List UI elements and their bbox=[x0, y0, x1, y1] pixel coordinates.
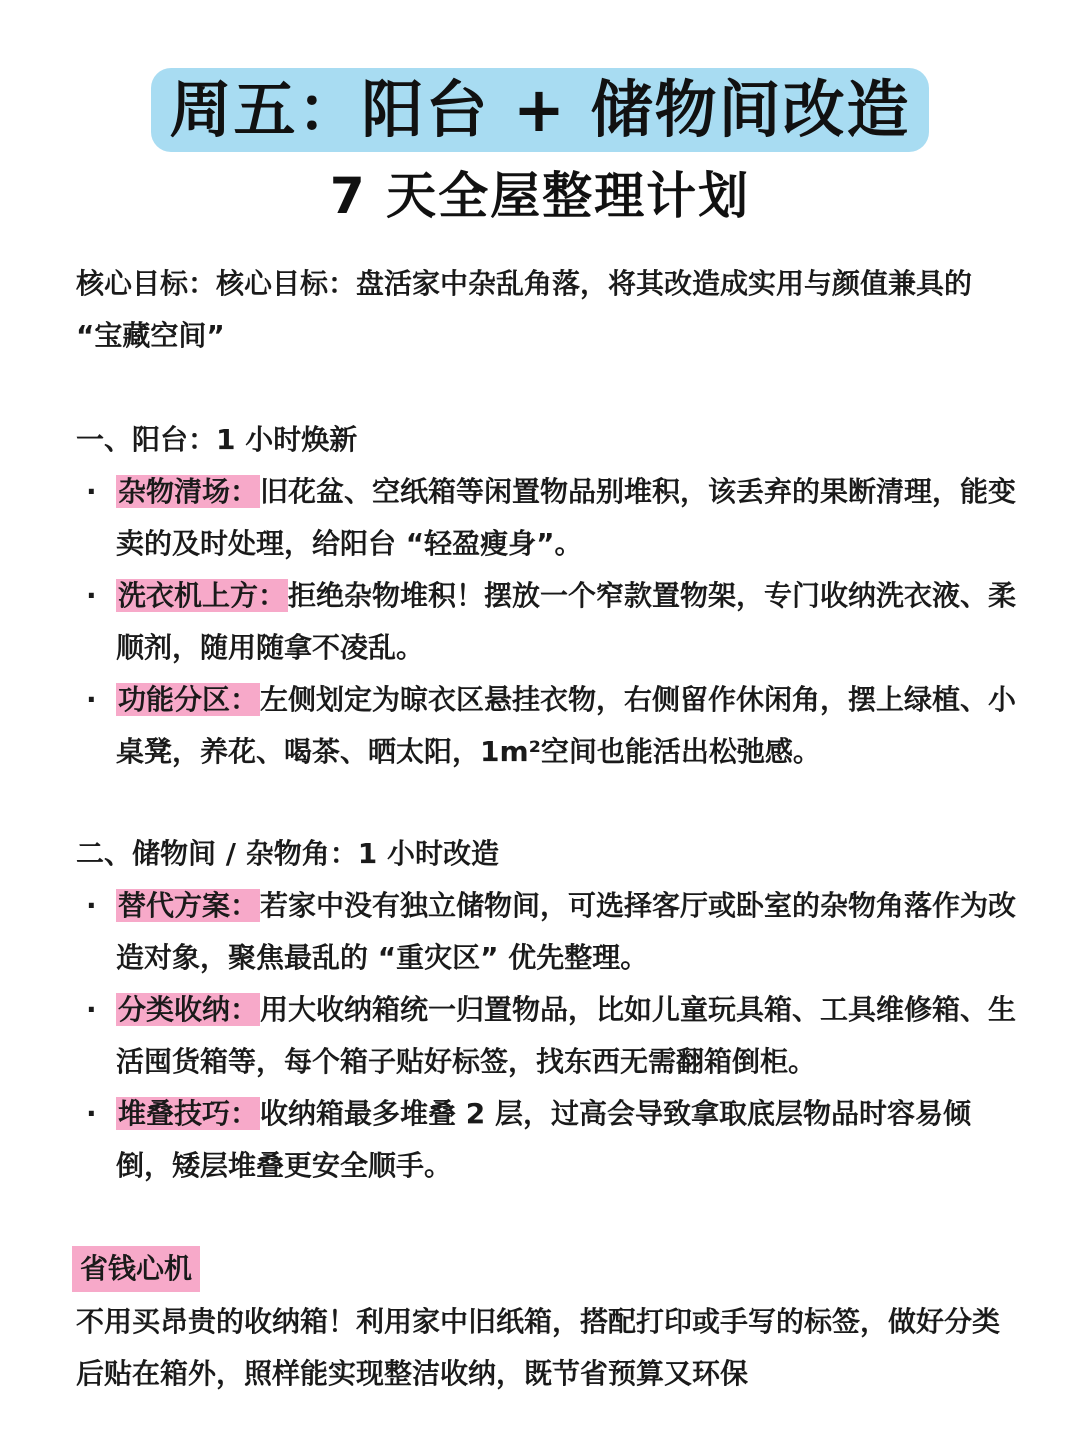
bullet-icon: · bbox=[86, 993, 97, 1026]
tip-text: 不用买昂贵的收纳箱！利用家中旧纸箱，搭配打印或手写的标签，做好分类后贴在箱外，照样能实现整洁收纳，既节省预算又环保 bbox=[76, 1305, 1001, 1390]
item-text: 旧花盆、空纸箱等闲置物品别堆积，该丢弃的果断清理，能变卖的及时处理，给阳台 “轻盈瘦身”。 bbox=[116, 475, 1017, 560]
bullet-icon: · bbox=[86, 889, 97, 922]
bullet-icon: · bbox=[86, 683, 97, 716]
title-container bbox=[0, 68, 1080, 152]
item-label: 洗衣机上方： bbox=[118, 579, 287, 612]
list-item bbox=[76, 880, 1026, 984]
item-text: 用大收纳箱统一归置物品，比如儿童玩具箱、工具维修箱、生活囤货箱等，每个箱子贴好标签，找东西无需翻箱倒柜。 bbox=[116, 993, 1017, 1078]
section-title: 一、阳台：1 小时焕新 bbox=[76, 423, 358, 456]
item-text: 若家中没有独立储物间，可选择客厅或卧室的杂物角落作为改造对象，聚焦最乱的 “重灾区” 优先整理。 bbox=[116, 889, 1017, 974]
bullet-icon: · bbox=[86, 475, 97, 508]
item-label: 功能分区： bbox=[118, 683, 259, 716]
list-item bbox=[76, 984, 1026, 1088]
section-balcony bbox=[76, 414, 1026, 778]
list-item bbox=[76, 570, 1026, 674]
bullet-icon: · bbox=[86, 579, 97, 612]
section-storage bbox=[76, 828, 1026, 1192]
item-text: 左侧划定为晾衣区悬挂衣物，右侧留作休闲角，摆上绿植、小桌凳，养花、喝茶、晒太阳，1m²空间也能活出松弛感。 bbox=[116, 683, 1017, 768]
item-label: 分类收纳： bbox=[118, 993, 259, 1026]
item-label: 替代方案： bbox=[118, 889, 259, 922]
section-title: 二、储物间 / 杂物角：1 小时改造 bbox=[76, 837, 499, 870]
page-title: 周五：阳台 + 储物间改造 bbox=[151, 68, 928, 152]
item-label: 杂物清场： bbox=[118, 475, 259, 508]
list-item bbox=[76, 1088, 1026, 1192]
bullet-icon: · bbox=[86, 1097, 97, 1130]
item-label: 堆叠技巧： bbox=[118, 1097, 259, 1130]
item-text: 拒绝杂物堆积！摆放一个窄款置物架，专门收纳洗衣液、柔顺剂，随用随拿不凌乱。 bbox=[116, 579, 1017, 664]
item-text: 收纳箱最多堆叠 2 层，过高会导致拿取底层物品时容易倾倒，矮层堆叠更安全顺手。 bbox=[116, 1097, 971, 1182]
page-subtitle: 7 天全屋整理计划 bbox=[329, 167, 751, 225]
tip-title: 省钱心机 bbox=[72, 1246, 200, 1292]
list-item bbox=[76, 466, 1026, 570]
list-item bbox=[76, 674, 1026, 778]
core-goal: 核心目标：核心目标：盘活家中杂乱角落，将其改造成实用与颜值兼具的 “宝藏空间” bbox=[76, 267, 973, 352]
